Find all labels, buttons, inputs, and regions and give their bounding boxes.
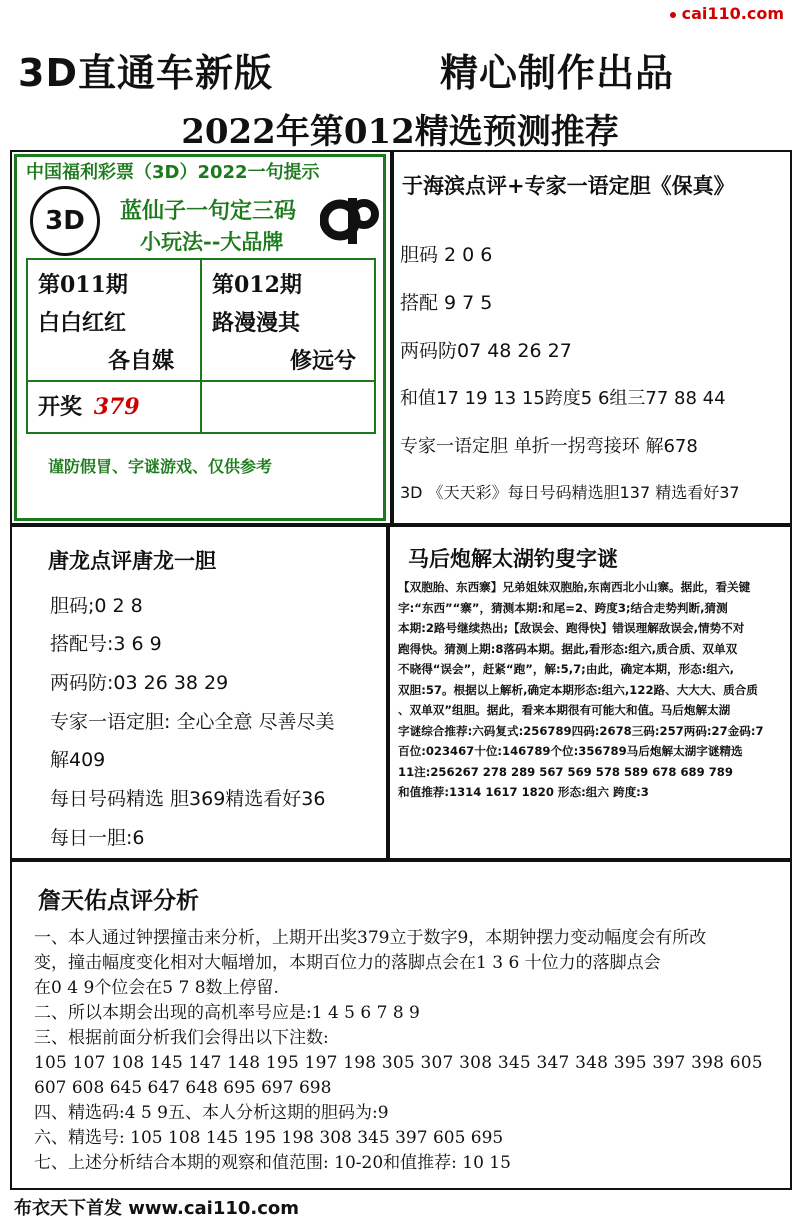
page-subtitle: 2022年第012精选预测推荐 — [181, 112, 619, 152]
yu-line: 和值17 19 13 15跨度5 6组三77 88 44 — [400, 388, 726, 409]
prev-issue-label: 第011期 — [38, 272, 128, 298]
grid-divider-h — [28, 380, 374, 382]
panel-ma-body — [398, 577, 790, 803]
site-logo[interactable]: cai110.com — [670, 4, 784, 23]
cur-hint-line1: 路漫漫其 — [212, 310, 301, 336]
cur-issue-label: 第012期 — [212, 272, 302, 298]
panel-tang — [10, 525, 388, 860]
card-title-1: 蓝仙子一句定三码 — [120, 198, 297, 224]
card-title-2: 小玩法--大品牌 — [140, 229, 284, 254]
zhan-line: 一、本人通过钟摆撞击来分析，上期开出奖379立于数字9，本期钟摆力变动幅度会有所改 — [34, 928, 707, 948]
hint-card — [10, 150, 392, 525]
panel-yu — [392, 150, 792, 525]
zhan-line: 607 608 645 647 648 695 697 698 — [34, 1078, 332, 1098]
prev-hint-line1: 白白红红 — [38, 310, 127, 336]
zhan-line: 六、精选号: 105 108 145 195 198 308 345 397 605 695 — [34, 1128, 504, 1148]
panel-yu-title: 于海滨点评+专家一语定胆《保真》 — [402, 173, 735, 198]
card-footer-note: 谨防假冒、字谜游戏、仅供参考 — [48, 457, 273, 476]
zhan-line: 二、所以本期会出现的高机率号应是:1 4 5 6 7 8 9 — [34, 1003, 420, 1023]
header-right-title: 精心制作出品 — [440, 51, 675, 95]
yu-line: 专家一语定胆 单折一拐弯接环 解678 — [400, 436, 698, 457]
tang-line: 解409 — [50, 749, 106, 771]
tang-line: 专家一语定胆: 全心全意 尽善尽美 — [50, 711, 335, 733]
yu-line: 搭配 9 7 5 — [400, 292, 493, 314]
draw-label: 开奖 — [38, 394, 83, 420]
tang-line: 搭配号:3 6 9 — [50, 633, 162, 655]
ma-line: 本期:2路号继续热出;【敌误会、跑得快】错误理解敌误会,情势不对 — [398, 621, 745, 635]
dot-icon — [670, 12, 676, 18]
3d-logo-icon: 3D — [30, 186, 100, 256]
panel-zhan-title: 詹天佑点评分析 — [38, 887, 199, 914]
ma-line: 字谜综合推荐:六码复式:256789四码:2678三码:257两码:27金码:7 — [398, 723, 764, 738]
ma-line: 、双单双”组胆。据此，看来本期很有可能大和值。马后炮解太湖 — [398, 703, 731, 717]
panel-zhan — [10, 860, 792, 1190]
card-topline: 中国福利彩票（3D）2022一句提示 — [26, 162, 320, 183]
cur-hint-line2: 修远兮 — [290, 348, 357, 374]
ma-line: 11注:256267 278 289 567 569 578 589 678 689 789 — [398, 764, 733, 779]
ma-line: 不晓得“误会”，赶紧“跑”，解:5,7;由此，确定本期，形态:组六, — [398, 662, 734, 676]
zhan-line: 在0 4 9个位会在5 7 8数上停留. — [34, 978, 279, 998]
grid-divider-v — [200, 260, 202, 432]
zhan-line: 四、精选码:4 5 9五、本人分析这期的胆码为:9 — [34, 1103, 389, 1123]
draw-result — [38, 390, 140, 421]
zhan-line: 变，撞击幅度变化相对大幅增加，本期百位力的落脚点会在1 3 6 十位力的落脚点会 — [34, 953, 661, 973]
panel-ma-title: 马后炮解太湖钓叟字谜 — [408, 546, 618, 571]
tang-line: 每日一胆:6 — [50, 827, 145, 849]
yu-line: 两码防07 48 26 27 — [400, 340, 572, 362]
yu-line: 胆码 2 0 6 — [400, 244, 493, 266]
ma-line: 跑得快。猜测上期:8落码本期。据此,看形态:组六,质合质、双单双 — [398, 641, 738, 656]
ma-line: 字:“东西”“寨”，猜测本期:和尾=2、跨度3;结合走势判断,猜测 — [398, 600, 728, 615]
draw-value: 379 — [93, 394, 140, 420]
panel-zhan-body — [34, 926, 786, 1176]
header-left-title: 3D直通车新版 — [18, 51, 273, 95]
panel-tang-title: 唐龙点评唐龙一胆 — [48, 548, 216, 573]
yu-line: 3D 《天天彩》每日号码精选胆137 精选看好37 — [400, 483, 740, 502]
ma-line: 和值推荐:1314 1617 1820 形态:组六 跨度:3 — [398, 785, 649, 799]
zhan-line: 七、上述分析结合本期的观察和值范围: 10-20和值推荐: 10 15 — [34, 1153, 511, 1173]
tang-line: 胆码;0 2 8 — [50, 595, 143, 617]
prev-hint-line2: 各自媒 — [108, 348, 175, 374]
panel-ma — [388, 525, 792, 860]
ma-line: 百位:023467十位:146789个位:356789马后炮解太湖字谜精选 — [398, 744, 743, 758]
ma-line: 【双胞胎、东西寨】兄弟姐妹双胞胎,东南西北小山寨。据此，看关键 — [398, 580, 751, 594]
zhan-line: 三、根据前面分析我们会得出以下注数: — [34, 1028, 329, 1048]
footer-text: 布衣天下首发 www.cai110.com — [14, 1198, 300, 1219]
hint-grid — [26, 258, 376, 434]
tang-line: 两码防:03 26 38 29 — [50, 672, 229, 694]
ma-line: 双胆:57。根据以上解析,确定本期形态:组六,122路、大大大、质合质 — [398, 682, 758, 697]
tang-line: 每日号码精选 胆369精选看好36 — [50, 788, 326, 810]
zhan-line: 105 107 108 145 147 148 195 197 198 305 307 308 345 347 348 395 397 398 605 — [34, 1053, 763, 1073]
lottery-logo-icon — [320, 192, 380, 248]
